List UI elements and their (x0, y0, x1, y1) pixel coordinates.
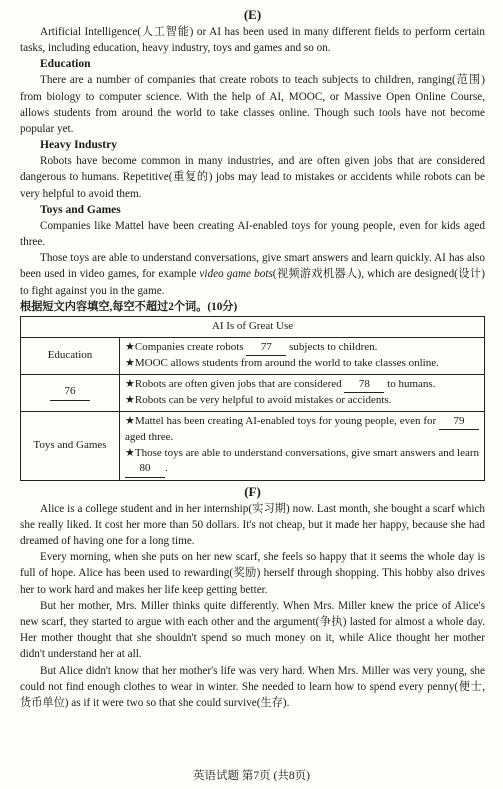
line-text: ★Robots can be very helpful to avoid mistakes or accidents. (125, 394, 392, 407)
toys-paragraph-2 (20, 250, 485, 299)
page-footer: 英语试题 第7页 (共8页) (193, 769, 310, 782)
blank-79[interactable]: 79 (439, 414, 479, 431)
table-line (125, 356, 479, 372)
table-header-row (21, 317, 485, 338)
line-text: ★Companies create robots (125, 340, 247, 353)
content-cell (120, 374, 485, 411)
line-text: ★Those toys are able to understand conversations, give smart answers and learn (125, 446, 479, 459)
story-paragraph: Every morning, when she puts on her new scarf, she feels so happy that it seems the whole day is full of hope. Alice has been used to rewarding(奖励) herself through shopping. This hobby also drives her to work hard and makes her life keep getting better. (20, 551, 485, 596)
toys-text-italic: video game bots (199, 268, 273, 281)
table-row (21, 374, 485, 411)
section-f-title: (F) (244, 483, 261, 499)
summary-table (20, 316, 485, 481)
line-text: ★Robots are often given jobs that are considered (125, 377, 345, 390)
industry-heading: Heavy Industry (40, 139, 117, 152)
instruction-line: 根据短文内容填空,每空不超过2个词。(10分) (20, 300, 238, 313)
toys-heading: Toys and Games (40, 203, 121, 216)
story-paragraph: But Alice didn't know that her mother's life was very hard. When Mrs. Miller was very young, she could not find enough clothes to wear in winter. She needed to learn how to spend every penny(便士,货币单位) as if it were two so that she could survive(生存). (20, 664, 485, 709)
table-line (125, 446, 479, 478)
table-line (125, 340, 479, 357)
table-header: AI Is of Great Use (21, 317, 485, 338)
line-text: aged three. (125, 431, 174, 444)
story-paragraph: But her mother, Mrs. Miller thinks quite differently. When Mrs. Miller knew the price of Alice's new scarf, they started to argue with each other and the argument(争执) lasted for almost a whole day. Her mother thought that she shouldn't spend so much money on it, while Alice thought her mother didn't understand her at all. (20, 599, 485, 661)
line-text: . (165, 462, 168, 475)
story-paragraph: Alice is a college student and in her internship(实习期) now. Last month, she bought a scarf which she really liked. It cost her more than 50 dollars. It's not cheap, but it made her happy, because she had dreamed of having one for a long time. (20, 502, 485, 547)
blank-77[interactable]: 77 (246, 340, 286, 357)
education-heading: Education (40, 58, 91, 71)
industry-paragraph: Robots have become common in many industries, and are often given jobs that are considered dangerous to humans. Repetitive(重复的) jobs may lead to mistakes or accidents while robots can be very helpful to avoid them. (20, 155, 485, 200)
blank-78[interactable]: 78 (344, 377, 384, 394)
table-line (125, 414, 479, 446)
content-cell (120, 337, 485, 374)
intro-paragraph: Artificial Intelligence(人工智能) or AI has been used in many different fields to perform certain tasks, including education, heavy industry, toys and games and so on. (20, 26, 485, 55)
toys-paragraph-1: Companies like Mattel have been creating AI-enabled toys for young people, even for kids aged three. (20, 219, 485, 249)
line-text: to humans. (384, 377, 436, 390)
toys-text-part-a: Those toys are able to understand conversations, give smart answers and learn quickly. AI has also been used in video games, for example (20, 252, 485, 281)
table-line (125, 393, 479, 409)
education-paragraph: There are a number of companies that create robots to teach subjects to children, ranging(范围) from biology to computer science. With the help of AI, MOOC, or Massive Open Online Course, allows students from around the world to take classes online. Though such tools have not become popular yet. (20, 74, 485, 136)
blank-76[interactable]: 76 (50, 384, 90, 401)
line-text: ★MOOC allows students from around the world to take classes online. (125, 357, 439, 370)
table-row (21, 337, 485, 374)
category-cell: Education (21, 337, 120, 374)
line-text: subjects to children. (286, 340, 378, 353)
section-e-title: (E) (243, 7, 262, 22)
toys-text-part-b: (视频游戏机器人), which are designed(设计) to fight against you in the game. (20, 268, 486, 297)
table-line (125, 377, 479, 394)
table-row (21, 411, 485, 480)
content-cell (120, 411, 485, 480)
blank-80[interactable]: 80 (125, 461, 165, 478)
category-cell: Toys and Games (21, 411, 120, 480)
category-cell (21, 374, 120, 411)
line-text: ★Mattel has been creating AI-enabled toys for young people, even for (125, 414, 439, 427)
